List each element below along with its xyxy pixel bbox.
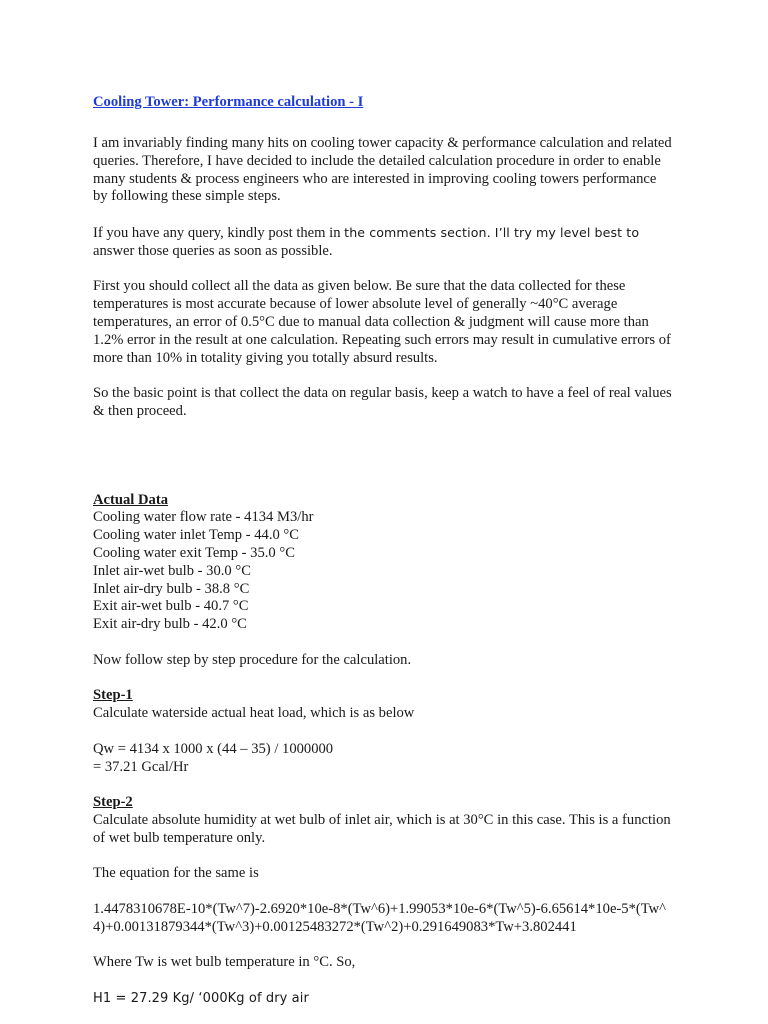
collect-data-paragraph: First you should collect all the data as given below. Be sure that the data collected for these temperatures is most accurate because of lower absolute level of generally ~40°C average temperatures, an error of 0.5°C due to manual data collection & judgment will cause more than 1.2% error in the result at one calculation. Repeating such errors may result in cumulative errors of more than 10% in totality giving you totally absurd results. [93,278,671,366]
spacer [93,439,673,492]
step2-where: Where Tw is wet bulb temperature in °C. So, [93,954,356,971]
basic-point-paragraph: So the basic point is that collect the data on regular basis, keep a watch to have a feel of real values & then proceed. [93,385,672,419]
page-title[interactable]: Cooling Tower: Performance calculation - I [93,94,364,110]
actual-data-section [93,492,673,634]
step2-result: H1 = 27.29 Kg/ ‘000Kg of dry air [93,990,309,1006]
step2-equation-intro: The equation for the same is [93,865,259,882]
step1-equation: Qw = 4134 x 1000 x (44 – 35) / 1000000 [93,740,334,757]
follow-steps-paragraph: Now follow step by step procedure for the calculation. [93,651,412,668]
step2-heading: Step-2 [93,794,133,811]
query-paragraph [93,224,673,261]
step2-section [93,794,673,1008]
actual-data-item: Exit air-wet bulb - 40.7 °C [93,598,249,615]
step2-formula: 1.4478310678E-10*(Tw^7)-2.6920*10e-8*(Tw^6)+1.99053*10e-6*(Tw^5)-6.65614*10e-5*(Tw^4)+0.00131879344*(Tw^3)+0.00125483272*(Tw^2)+0.291649083*Tw+3.802441 [93,900,667,935]
step1-description: Calculate waterside actual heat load, which is as below [93,705,415,722]
actual-data-item: Cooling water flow rate - 4134 M3/hr [93,509,314,526]
actual-data-item: Inlet air-wet bulb - 30.0 °C [93,562,251,579]
query-text-part3: answer those queries as soon as possible. [93,242,333,259]
actual-data-item: Cooling water exit Temp - 35.0 °C [93,544,295,561]
actual-data-item: Exit air-dry bulb - 42.0 °C [93,616,247,633]
actual-data-item: Inlet air-dry bulb - 38.8 °C [93,580,250,597]
document-page [93,90,673,1008]
actual-data-heading: Actual Data [93,491,168,508]
step2-description: Calculate absolute humidity at wet bulb of inlet air, which is at 30°C in this case. This is a function of wet bulb temperature only. [93,811,671,846]
query-text-part1: If you have any query, kindly post them in [93,224,345,241]
intro-paragraph: I am invariably finding many hits on cooling tower capacity & performance calculation and related queries. Therefore, I have decided to include the detailed calculation procedure in order to enable many students & process engineers who are interested in improving cooling towers performance by following these simple steps. [93,135,672,205]
step1-section [93,687,673,776]
actual-data-item: Cooling water inlet Temp - 44.0 °C [93,527,299,544]
query-text-part2: the comments section. I’ll try my level best to [344,224,640,240]
step1-result: = 37.21 Gcal/Hr [93,758,189,775]
step1-heading: Step-1 [93,687,133,704]
